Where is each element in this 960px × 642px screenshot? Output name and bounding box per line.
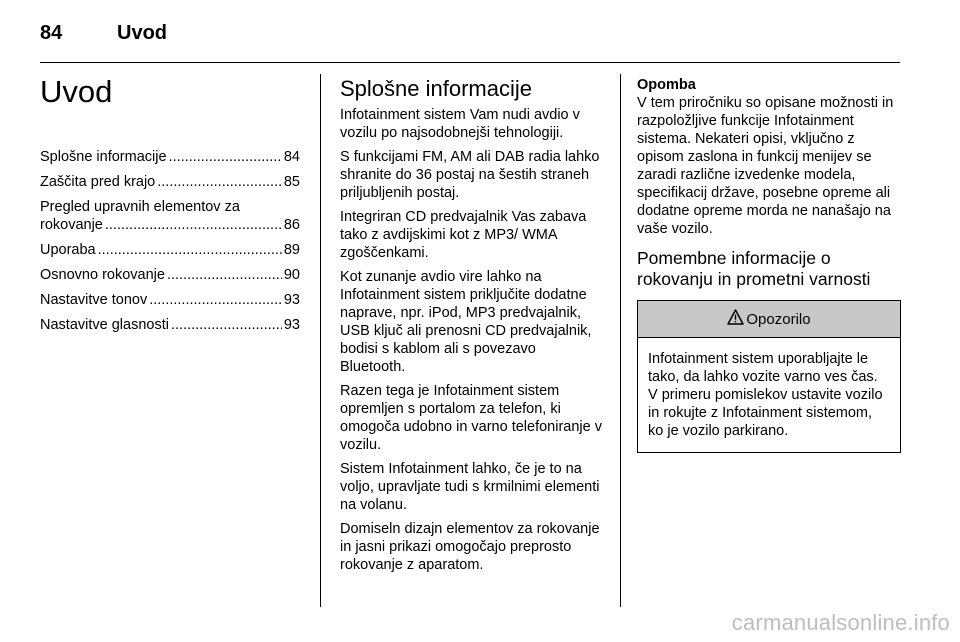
watermark: carmanualsonline.info (731, 610, 950, 635)
toc-label: Osnovno rokovanje (40, 267, 165, 283)
left-column (40, 74, 300, 341)
toc-leader (98, 241, 282, 259)
body-paragraph: S funkcijami FM, AM ali DAB radia lahko shranite do 36 postaj na šestih straneh priljubljenih postaj. (340, 149, 600, 201)
section-heading: Splošne informacije (340, 76, 532, 101)
toc-item[interactable] (40, 266, 300, 284)
page-number: 84 (40, 22, 63, 44)
header-rule (40, 62, 900, 63)
middle-column (340, 76, 604, 580)
toc-page: 90 (283, 267, 300, 283)
warning-text: Infotainment sistem uporabljajte le tako, da lahko vozite varno ves čas. V primeru pomislekov ustavite vozilo in rokujte z Infotainment sistemom, ko je vozilo parkirano. (648, 351, 883, 439)
note-body: V tem priročniku so opisane možnosti in razpoložljive funkcije Infotainment sistema. Nekateri opisi, vključno z opisom zaslona in funkcij menijev se zaradi različne izvedenke modela, specifikacij države, posebne opreme ali dodatne opreme morda ne nanašajo na vaše vozilo. (637, 95, 894, 237)
toc-item[interactable] (40, 198, 300, 234)
chapter-title: Uvod (40, 74, 113, 109)
body-paragraph: Sistem Infotainment lahko, če je to na voljo, upravljate tudi s krmilnimi elementi na volanu. (340, 461, 600, 513)
toc-label: rokovanje (40, 217, 103, 233)
table-of-contents (40, 148, 300, 334)
column-divider-1 (320, 74, 321, 607)
toc-page: 86 (283, 217, 300, 233)
toc-item[interactable] (40, 241, 300, 259)
toc-label: Nastavitve tonov (40, 292, 148, 308)
toc-leader (157, 173, 282, 191)
toc-label: Zaščita pred krajo (40, 174, 156, 190)
toc-leader (171, 316, 282, 334)
note-title: Opomba (637, 77, 696, 93)
toc-page: 93 (283, 292, 300, 308)
warning-title: Opozorilo (746, 310, 811, 328)
toc-item[interactable] (40, 316, 300, 334)
warning-triangle-icon (727, 309, 744, 329)
body-paragraph: Domiseln dizajn elementov za rokovanje in jasni prikazi omogočajo preprosto rokovanje z aparatom. (340, 521, 600, 573)
right-column (637, 76, 902, 453)
toc-page: 84 (283, 149, 300, 165)
toc-page: 85 (283, 174, 300, 190)
toc-label: Nastavitve glasnosti (40, 317, 169, 333)
toc-label: Splošne informacije (40, 149, 167, 165)
toc-leader (149, 291, 282, 309)
toc-leader (167, 266, 282, 284)
toc-page: 89 (283, 242, 300, 258)
column-divider-2 (620, 74, 621, 607)
toc-label: Uporaba (40, 242, 96, 258)
warning-header (638, 301, 900, 338)
subsection-heading: Pomembne informacije o rokovanju in prometni varnosti (637, 248, 871, 289)
toc-item[interactable] (40, 148, 300, 166)
toc-page: 93 (283, 317, 300, 333)
running-section-title: Uvod (117, 22, 167, 44)
body-paragraph: Integriran CD predvajalnik Vas zabava tako z avdijskimi kot z MP3/ WMA zgoščenkami. (340, 209, 587, 261)
toc-label-line1: Pregled upravnih elementov za (40, 199, 240, 215)
body-paragraph: Razen tega je Infotainment sistem opremljen s portalom za telefon, ki omogoča udobno in varno telefoniranje v vozilu. (340, 383, 602, 453)
toc-item[interactable] (40, 291, 300, 309)
toc-item[interactable] (40, 173, 300, 191)
warning-box (637, 300, 901, 453)
body-paragraph: Kot zunanje avdio vire lahko na Infotainment sistem priključite dodatne naprave, npr. iPod, MP3 predvajalnik, USB ključ ali prenosni CD predvajalnik, bodisi s kablom ali s povezavo Bluetooth. (340, 269, 592, 375)
toc-leader (105, 216, 282, 234)
toc-leader (169, 148, 282, 166)
body-paragraph: Infotainment sistem Vam nudi avdio v vozilu po najsodobnejši tehnologiji. (340, 107, 580, 141)
